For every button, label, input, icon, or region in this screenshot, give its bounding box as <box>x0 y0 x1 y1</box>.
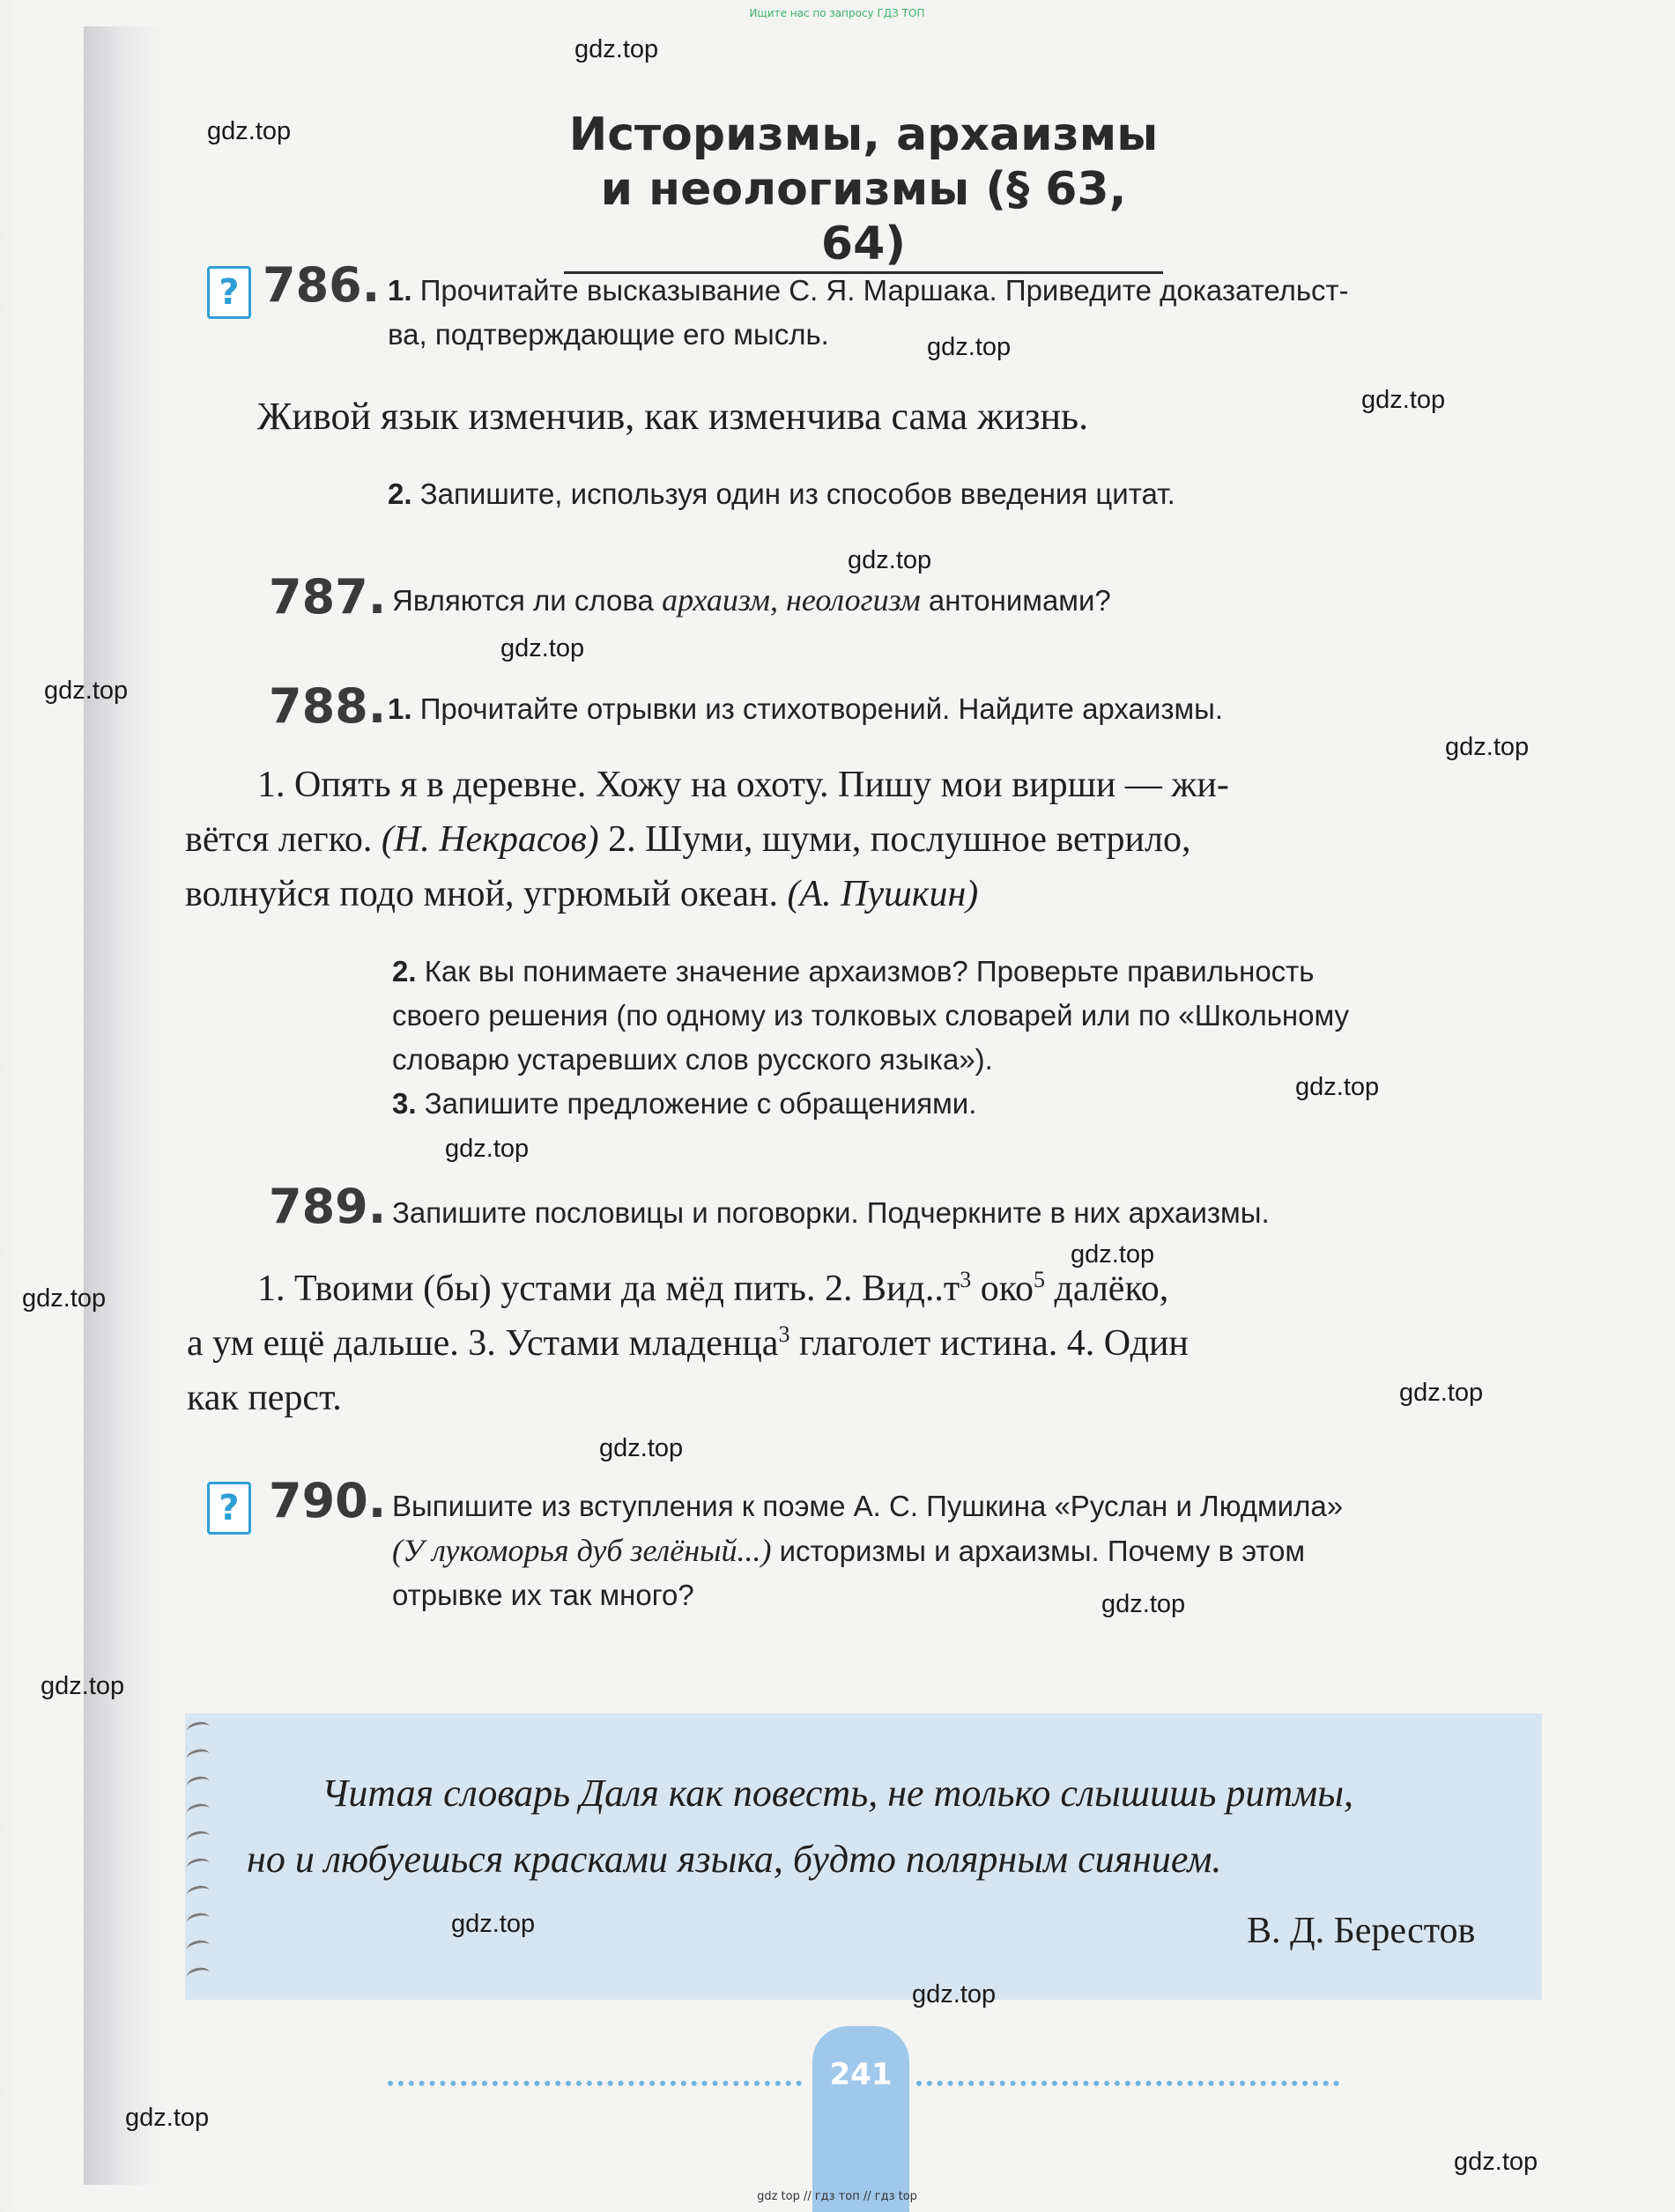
watermark: gdz.top <box>927 333 1012 361</box>
page-edge <box>0 0 19 2212</box>
poem-line-3 <box>185 867 1544 921</box>
exercise-787-text <box>392 578 1111 623</box>
poem-text: волнуйся подо мной, угрюмый океан. <box>185 874 778 914</box>
exercise-789-task: Запишите пословицы и поговорки. Подчеркните в них архаизмы. <box>392 1196 1270 1229</box>
watermark: gdz.top <box>599 1434 684 1462</box>
poem-text: 2. Шуми, шуми, послушное ветрило, <box>608 819 1191 860</box>
watermark: gdz.top <box>207 117 292 145</box>
proverb-text: 1. Твоими (бы) устами да мёд пить. 2. Вид..т <box>257 1269 960 1309</box>
exercise-790-task <box>392 1484 1555 1617</box>
watermark: gdz.top <box>1454 2148 1538 2176</box>
berestov-quote-line-1: Читая словарь Даля как повесть, не только слышишь ритмы, <box>322 1772 1354 1815</box>
task-text-cont: отрывке их так много? <box>392 1579 694 1611</box>
page-number: 241 <box>829 2057 893 2092</box>
task-text-cont: словарю устаревших слов русского языка»). <box>392 1043 993 1076</box>
question-icon: ? <box>207 1482 251 1535</box>
book-spine-shadow <box>84 26 163 2185</box>
poem-text: вётся легко. <box>185 819 373 860</box>
poem-author-pushkin: (А. Пушкин) <box>787 874 979 914</box>
page-number-tab <box>812 2026 909 2212</box>
watermark: gdz.top <box>1399 1379 1484 1407</box>
task-text: Выпишите из вступления к поэме А. С. Пушкина «Руслан и Людмила» <box>392 1490 1344 1522</box>
task-text: историзмы и архаизмы. Почему в этом <box>779 1535 1306 1567</box>
task-number: 2. <box>392 955 417 988</box>
proverb-text: далёко, <box>1054 1269 1169 1309</box>
exercise-788-task-2 <box>392 950 1555 1126</box>
marshak-quote: Живой язык изменчив, как изменчива сама жизнь. <box>257 395 1089 438</box>
task-text-cont: ва, подтверждающие его мысль. <box>388 318 829 351</box>
poem-line-2 <box>185 812 1544 867</box>
quote-author: В. Д. Берестов <box>1247 1911 1476 1951</box>
watermark: gdz.top <box>574 35 659 63</box>
task-number: 3. <box>392 1087 417 1120</box>
proverbs <box>187 1261 1548 1425</box>
poem-first-line: (У лукоморья дуб зелёный...) <box>392 1533 772 1568</box>
bottom-note: gdz top // гдз топ // гдз top <box>757 2190 917 2203</box>
watermark: gdz.top <box>451 1910 536 1938</box>
watermark: gdz.top <box>1295 1073 1380 1101</box>
proverb-text: а ум ещё дальше. 3. Устами младенца <box>187 1323 779 1364</box>
task-text: Являются ли слова <box>392 584 654 617</box>
watermark: gdz.top <box>1445 733 1530 761</box>
footnote-mark: 5 <box>1033 1267 1045 1292</box>
watermark: gdz.top <box>848 546 932 574</box>
title-line-2: и неологизмы (§ 63, 64) <box>564 162 1163 274</box>
proverb-text: око <box>980 1269 1034 1309</box>
question-icon: ? <box>207 266 251 319</box>
task-text: Запишите, используя один из способов введения цитат. <box>419 477 1175 510</box>
watermark: gdz.top <box>912 1980 997 2009</box>
watermark: gdz.top <box>500 634 585 662</box>
exercise-number-788: 788. <box>269 678 387 734</box>
watermark: gdz.top <box>125 2104 210 2132</box>
title-line-1: Историзмы, архаизмы <box>568 108 1159 161</box>
footnote-mark: 3 <box>778 1321 790 1347</box>
task-text: Запишите предложение с обращениями. <box>424 1087 977 1120</box>
exercise-number-786: 786. <box>263 257 381 313</box>
proverb-line-3: как перст. <box>187 1378 342 1418</box>
task-text: Прочитайте отрывки из стихотворений. Найдите архаизмы. <box>419 692 1224 725</box>
task-text-cont: своего решения (по одному из толковых словарей или по «Школьному <box>392 999 1350 1032</box>
exercise-788-task-1 <box>388 687 1223 731</box>
watermark: gdz.top <box>1071 1240 1155 1269</box>
exercise-number-789: 789. <box>269 1179 387 1234</box>
poem-excerpts <box>185 758 1544 921</box>
exercise-786-task-2 <box>388 472 1175 516</box>
task-text-cont <box>392 1528 1555 1573</box>
poem-line-1: 1. Опять я в деревне. Хожу на охоту. Пишу мои вирши — жи- <box>257 765 1229 805</box>
top-note: Ищите нас по запросу ГДЗ ТОП <box>749 7 925 19</box>
watermark: gdz.top <box>41 1672 125 1700</box>
task-number: 1. <box>388 692 412 725</box>
watermark: gdz.top <box>1101 1590 1186 1618</box>
exercise-number-790: 790. <box>269 1473 387 1528</box>
notebook-rings <box>187 1722 222 1986</box>
poem-author-nekrasov: (Н. Некрасов) <box>381 819 599 860</box>
watermark: gdz.top <box>44 677 129 705</box>
task-number: 2. <box>388 477 412 510</box>
task-text: Как вы понимаете значение архаизмов? Проверьте правильность <box>424 955 1315 988</box>
italic-terms: архаизм, неологизм <box>662 582 921 618</box>
task-text: Прочитайте высказывание С. Я. Маршака. Приведите доказательст- <box>419 274 1349 307</box>
watermark: gdz.top <box>22 1284 107 1313</box>
page-title <box>564 107 1163 274</box>
proverb-line-2 <box>187 1316 1548 1371</box>
proverb-line-1 <box>257 1261 1548 1316</box>
watermark: gdz.top <box>445 1135 530 1163</box>
exercise-number-787: 787. <box>269 569 387 625</box>
berestov-quote-line-2: но и любуешься красками языка, будто полярным сиянием. <box>247 1838 1222 1881</box>
watermark: gdz.top <box>1361 386 1446 414</box>
footnote-mark: 3 <box>960 1267 972 1292</box>
task-text-end: антонимами? <box>928 584 1111 617</box>
proverb-text: глаголет истина. 4. Один <box>798 1323 1189 1364</box>
task-number: 1. <box>388 274 412 307</box>
